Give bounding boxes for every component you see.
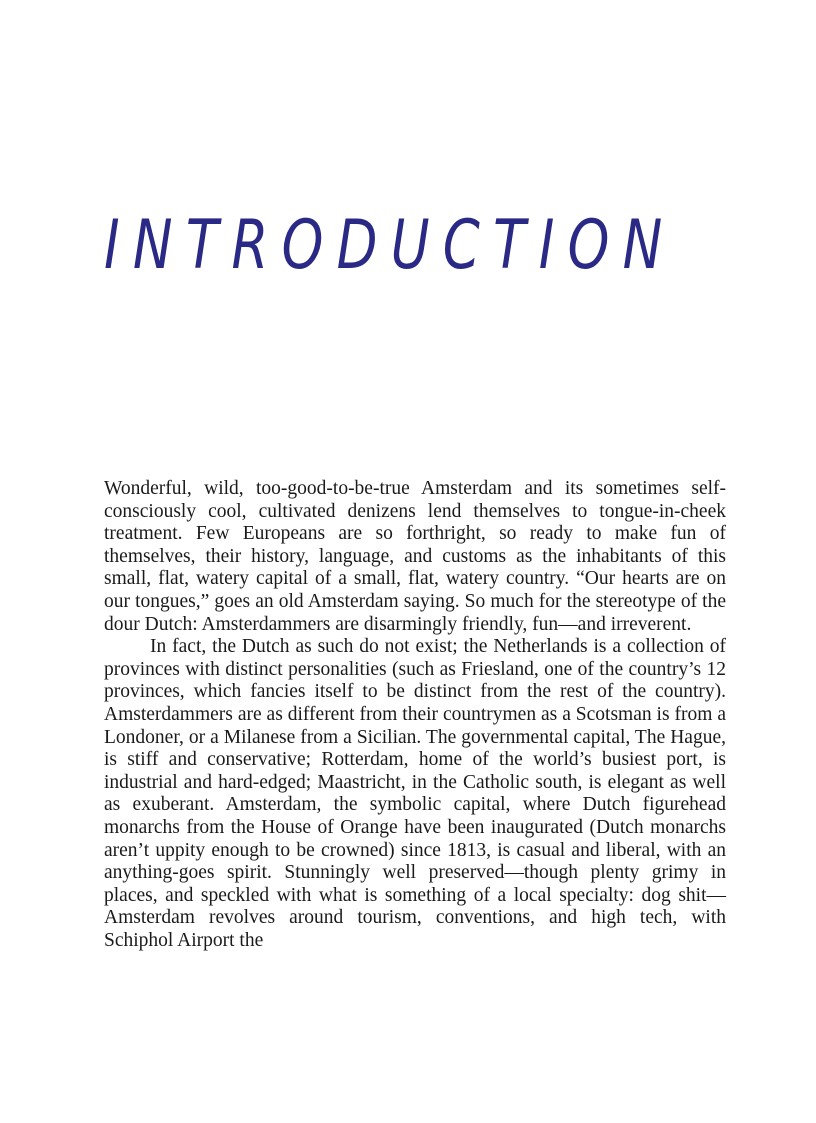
paragraph-provinces: In fact, the Dutch as such do not exist; the Netherlands is a collection of provinces with distinct personalities (such as Friesland, one of the country’s 12 provinces, which fancies itself to be distinct from the rest of the country). Amsterdammers are as different from their countrymen as a Scotsman is from a Londoner, or a Milanese from a Sicilian. The governmental capital, The Hague, is stiff and conservative; Rotterdam, home of the world’s busiest port, is industrial and hard-edged; Maastricht, in the Catholic south, is elegant as well as exuberant. Amsterdam, the symbolic capital, where Dutch figurehead monarchs from the House of Orange have been inaugurated (Dutch monarchs aren’t uppity enough to be crowned) since 1813, is casual and liberal, with an anything-goes spirit. Stunningly well preserved—though plenty grimy in places, and speckled with what is something of a local specialty: dog shit—Amsterdam revolves around tourism, conventions, and high tech, with Schiphol Airport the: [104, 636, 726, 951]
body-text: [104, 478, 726, 952]
paragraph-opening: Wonderful, wild, too-good-to-be-true Amsterdam and its sometimes self-consciously cool, cultivated denizens lend themselves to tongue-in-cheek treatment. Few Europeans are so forthright, so ready to make fun of themselves, their history, language, and customs as the inhabitants of this small, flat, watery capital of a small, flat, watery country. “Our hearts are on our tongues,” goes an old Amsterdam saying. So much for the stereotype of the dour Dutch: Amsterdammers are disarmingly friendly, fun—and irreverent.: [104, 478, 726, 635]
chapter-title: INTRODUCTION: [104, 206, 676, 285]
